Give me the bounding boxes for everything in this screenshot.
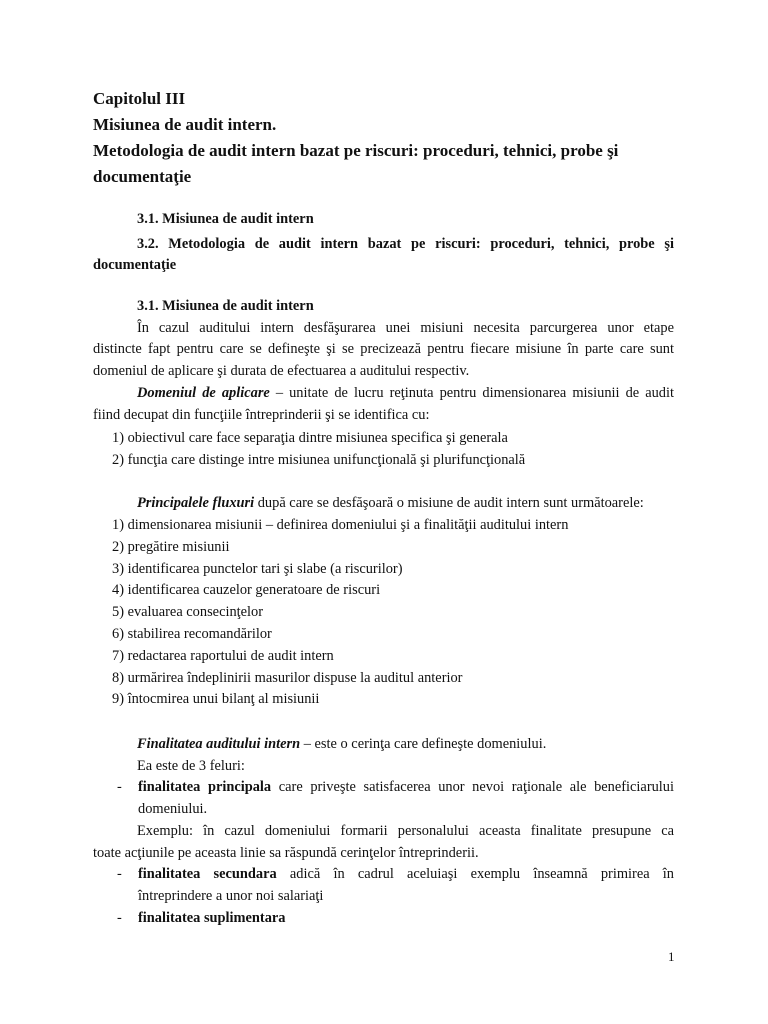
domain-item: 2) funcţia care distinge intre misiunea unifuncţională şi plurifuncţională (112, 452, 526, 468)
flows-item: 2) pregătire misiunii (112, 539, 230, 555)
principal-rest: care priveşte satisfacerea unor nevoi raţionale ale beneficiarului (271, 779, 675, 795)
supplementary-term: finalitatea suplimentara (138, 910, 286, 926)
flows-term: Principalele fluxuri (137, 495, 255, 511)
flows-item: 5) evaluarea consecinţelor (112, 604, 264, 620)
list-dash: - (117, 910, 122, 926)
flows-item: 1) dimensionarea misiunii – definirea domeniului şi a finalităţii auditului intern (112, 517, 569, 533)
flows-item: 4) identificarea cauzelor generatoare de riscuri (112, 582, 381, 598)
secondary-term: finalitatea secundara (138, 866, 277, 882)
flows-intro (137, 494, 644, 512)
intro-line3: domeniul de aplicare şi durata de efectuarea a auditului respectiv. (93, 363, 470, 379)
section-heading: 3.1. Misiunea de audit intern (137, 298, 314, 314)
toc-item-2-line2: documentaţie (93, 257, 177, 273)
chapter-subtitle: Misiunea de audit intern. (93, 115, 277, 134)
flows-item: 9) întocmirea unui bilanţ al misiunii (112, 691, 320, 707)
chapter-title-line1: Metodologia de audit intern bazat pe riscuri: proceduri, tehnici, probe şi (93, 141, 619, 160)
finality-rest: – este o cerinţa care defineşte domeniului. (300, 736, 547, 752)
page-number: 1 (668, 949, 675, 964)
chapter-title-line2: documentaţie (93, 167, 192, 186)
finality-intro (137, 735, 546, 753)
domain-line1 (137, 384, 674, 402)
principal-term: finalitatea principala (138, 779, 272, 795)
domain-line2: fiind decupat din funcţiile întreprinderii şi se identifica cu: (93, 407, 430, 423)
domain-item: 1) obiectivul care face separaţia dintre misiunea specifica şi generala (112, 430, 508, 446)
list-dash: - (117, 866, 122, 882)
example-line2: toate acţiunile pe aceasta linie sa răspundă cerinţelor întreprinderii. (93, 845, 479, 861)
secondary-rest: adică în cadrul aceluiaşi exemplu înseamnă primirea în (276, 866, 674, 882)
finality-term: Finalitatea auditului intern (137, 736, 301, 752)
finality-count: Ea este de 3 feluri: (137, 758, 245, 774)
toc-item-1: 3.1. Misiunea de audit intern (137, 211, 314, 227)
flows-item: 8) urmărirea îndeplinirii masurilor dispuse la auditul anterior (112, 670, 463, 686)
principal-line1 (138, 778, 674, 796)
domain-rest: – unitate de lucru reţinuta pentru dimensionarea misiunii de audit (269, 385, 674, 401)
toc-item-2-line1: 3.2. Metodologia de audit intern bazat pe riscuri: proceduri, tehnici, probe şi (137, 236, 674, 252)
flows-item: 3) identificarea punctelor tari şi slabe (a riscurilor) (112, 561, 403, 577)
domain-term: Domeniul de aplicare (137, 385, 270, 401)
list-dash: - (117, 779, 122, 795)
intro-line2: distincte fapt pentru care se defineşte şi se precizează pentru fiecare misiune în parte care sunt (93, 341, 674, 357)
chapter-title (93, 138, 676, 190)
secondary-line1 (138, 865, 674, 883)
flows-rest: după care se desfăşoară o misiune de audit intern sunt următoarele: (254, 495, 644, 511)
chapter-number: Capitolul III (93, 89, 186, 108)
flows-item: 6) stabilirea recomandărilor (112, 626, 272, 642)
secondary-line2: întreprindere a unor noi salariaţi (138, 888, 324, 904)
flows-item: 7) redactarea raportului de audit intern (112, 648, 334, 664)
example-line1: Exemplu: în cazul domeniului formarii personalului aceasta finalitate presupune ca (137, 823, 674, 839)
intro-line1: În cazul auditului intern desfăşurarea unei misiuni necesita parcurgerea unor etape (137, 320, 674, 336)
principal-line2: domeniului. (138, 801, 208, 817)
